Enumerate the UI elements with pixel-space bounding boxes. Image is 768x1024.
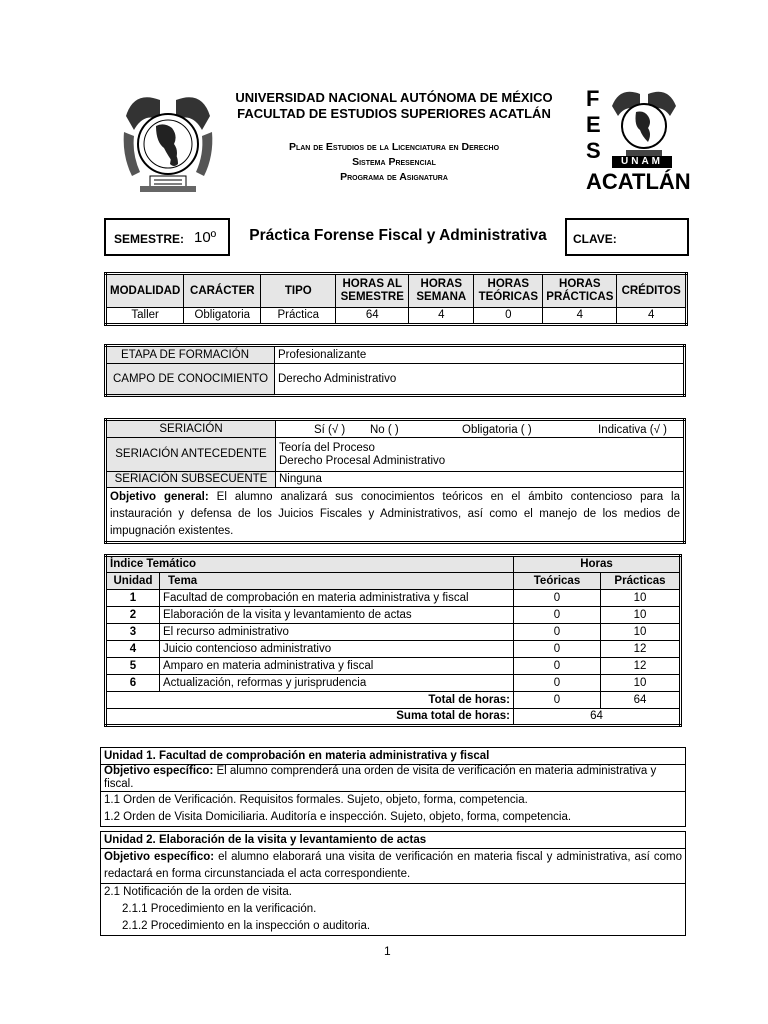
logo-letter-e: E xyxy=(586,112,601,137)
header-horas-teoricas: HORAS TEÓRICAS xyxy=(474,274,543,308)
antecedente-label: SERIACIÓN ANTECEDENTE xyxy=(106,438,276,472)
unidad2-objetivo-text: el alumno elaborará una visita de verificación en materia fiscal y administrativa, así como redactará en forma circunstanciada el acta correspondiente. xyxy=(104,851,683,880)
indice-teoricas: 0 xyxy=(514,590,601,607)
seriacion-obligatoria: Obligatoria ( ) xyxy=(462,424,532,436)
unidad2-title: Unidad 2. Elaboración de la visita y levantamiento de actas xyxy=(101,832,686,849)
objetivo-general-label: Objetivo general: xyxy=(110,491,209,503)
teoricas-header: Teóricas xyxy=(514,573,601,590)
etapa-label: ETAPA DE FORMACIÓN xyxy=(106,346,275,364)
practicas-header: Prácticas xyxy=(601,573,681,590)
indice-unidad: 4 xyxy=(106,641,160,658)
header-creditos: CRÉDITOS xyxy=(617,274,687,308)
indice-row xyxy=(106,675,681,692)
campo-row xyxy=(106,364,685,396)
university-name: UNIVERSIDAD NACIONAL AUTÓNOMA DE MÉXICO xyxy=(235,90,553,105)
header-horas-semana: HORAS SEMANA xyxy=(409,274,474,308)
logo-acatlan-text: ACATLÁN xyxy=(586,169,691,194)
indice-header-row xyxy=(106,573,681,590)
campo-label: CAMPO DE CONOCIMIENTO xyxy=(106,364,275,396)
faculty-name: FACULTAD DE ESTUDIOS SUPERIORES ACATLÁN xyxy=(237,106,551,121)
modalidad-values-row xyxy=(106,308,687,325)
indice-practicas: 12 xyxy=(601,641,681,658)
indice-tema: Facultad de comprobación en materia administrativa y fiscal xyxy=(160,590,514,607)
unidad2-items xyxy=(101,884,686,936)
unam-seal-small-icon xyxy=(606,86,682,162)
unidad2-items-row xyxy=(101,884,686,936)
semestre-box xyxy=(104,218,230,256)
indice-title-row xyxy=(106,556,681,573)
indice-teoricas: 0 xyxy=(514,624,601,641)
unidad1-item: 1.2 Orden de Visita Domiciliaria. Auditoría e inspección. Sujeto, objeto, forma, competencia. xyxy=(104,811,572,823)
indice-unidad: 2 xyxy=(106,607,160,624)
system-title: Sistema Presencial xyxy=(352,156,436,168)
total-teoricas: 0 xyxy=(514,692,601,709)
antecedente-values xyxy=(276,438,685,472)
unidad2-item: 2.1 Notificación de la orden de visita. xyxy=(104,886,292,898)
indice-unidad: 5 xyxy=(106,658,160,675)
seriacion-row xyxy=(106,420,685,438)
indice-practicas: 12 xyxy=(601,658,681,675)
value-horas-teoricas: 0 xyxy=(474,308,543,325)
indice-tema: Actualización, reformas y jurisprudencia xyxy=(160,675,514,692)
unidad2-subitem: 2.1.1 Procedimiento en la verificación. xyxy=(122,903,317,915)
indice-unidad: 1 xyxy=(106,590,160,607)
unidad1-number: Unidad 1 xyxy=(104,749,153,762)
value-caracter: Obligatoria xyxy=(184,308,261,325)
header-tipo: TIPO xyxy=(261,274,336,308)
subsecuente-label: SERIACIÓN SUBSECUENTE xyxy=(106,472,276,488)
logo-unam-band: UNAM xyxy=(612,156,672,168)
unidad1-item: 1.1 Orden de Verificación. Requisitos formales. Sujeto, objeto, forma, competencia. xyxy=(104,794,528,806)
indice-tema: Amparo en materia administrativa y fiscal xyxy=(160,658,514,675)
clave-label: CLAVE: xyxy=(573,232,617,246)
unidad1-items xyxy=(101,792,686,827)
unidad1-title-row xyxy=(101,748,686,765)
value-horas-semestre: 64 xyxy=(336,308,409,325)
semestre-label: SEMESTRE: xyxy=(114,232,185,246)
seriacion-no: No ( ) xyxy=(370,424,399,436)
horas-label: Horas xyxy=(514,556,681,573)
unidad1-objetivo-text: El alumno comprenderá una orden de visita de verificación en materia administrativa y fiscal. xyxy=(104,765,657,790)
seriacion-options xyxy=(276,420,685,438)
value-horas-semana: 4 xyxy=(409,308,474,325)
fes-acatlan-logo xyxy=(584,86,691,196)
modalidad-table xyxy=(104,272,688,326)
header-horas-semestre: HORAS AL SEMESTRE xyxy=(336,274,409,308)
indice-row xyxy=(106,590,681,607)
objetivo-general-row xyxy=(106,488,685,543)
logo-letter-f: F xyxy=(586,86,600,111)
indice-teoricas: 0 xyxy=(514,607,601,624)
indice-teoricas: 0 xyxy=(514,641,601,658)
suma-label: Suma total de horas: xyxy=(106,709,514,726)
total-label: Total de horas: xyxy=(106,692,514,709)
header-caracter: CARÁCTER xyxy=(184,274,261,308)
unidad1-name: . Facultad de comprobación en materia administrativa y fiscal xyxy=(152,749,490,762)
total-practicas: 64 xyxy=(601,692,681,709)
indice-unidad: 3 xyxy=(106,624,160,641)
indice-practicas: 10 xyxy=(601,624,681,641)
suma-row xyxy=(106,709,681,726)
indice-teoricas: 0 xyxy=(514,675,601,692)
unidad1-objetivo-row xyxy=(101,765,686,792)
tema-header: Tema xyxy=(160,573,514,590)
program-title: Programa de Asignatura xyxy=(340,171,448,183)
objetivo-general-text: El alumno analizará sus conocimientos teóricos en el ámbito contencioso para la instauración y defensa de los Juicios Fiscales y Administrativos, así como el manejo de los medios de impugnación existentes. xyxy=(110,491,681,537)
unidad1-table xyxy=(100,747,686,827)
unidad2-table xyxy=(100,831,686,936)
indice-practicas: 10 xyxy=(601,607,681,624)
total-row xyxy=(106,692,681,709)
subsecuente-value: Ninguna xyxy=(276,472,685,488)
etapa-row xyxy=(106,346,685,364)
page-number: 1 xyxy=(384,944,391,958)
value-creditos: 4 xyxy=(617,308,687,325)
seriacion-table xyxy=(104,418,686,544)
value-tipo: Práctica xyxy=(261,308,336,325)
plan-title: Plan de Estudios de la Licenciatura en Derecho xyxy=(288,141,500,153)
antecedente-row xyxy=(106,438,685,472)
indice-title: Índice Temático xyxy=(106,556,514,573)
semestre-value: 10º xyxy=(194,229,217,246)
unidad2-objetivo xyxy=(101,849,686,884)
unidad2-subitem: 2.1.2 Procedimiento en la inspección o auditoria. xyxy=(122,920,371,932)
unidad1-items-row xyxy=(101,792,686,827)
indice-teoricas: 0 xyxy=(514,658,601,675)
header-modalidad: MODALIDAD xyxy=(106,274,184,308)
indice-tema: El recurso administrativo xyxy=(160,624,514,641)
unidad2-objetivo-row xyxy=(101,849,686,884)
unidad1-objetivo xyxy=(101,765,686,792)
indice-rows xyxy=(106,590,681,692)
seriacion-label: SERIACIÓN xyxy=(106,420,276,438)
etapa-value: Profesionalizante xyxy=(275,346,685,364)
seriacion-indicativa: Indicativa (√ ) xyxy=(598,424,667,436)
seriacion-si: Sí (√ ) xyxy=(314,424,346,436)
indice-practicas: 10 xyxy=(601,590,681,607)
value-modalidad: Taller xyxy=(106,308,184,325)
clave-box xyxy=(565,218,689,256)
antecedente-item: Teoría del Proceso xyxy=(279,441,375,454)
campo-value: Derecho Administrativo xyxy=(275,364,685,396)
indice-row xyxy=(106,607,681,624)
unidad-header: Unidad xyxy=(106,573,160,590)
unidad2-title-row xyxy=(101,832,686,849)
header-horas-practicas: HORAS PRÁCTICAS xyxy=(543,274,617,308)
subsecuente-row xyxy=(106,472,685,488)
indice-practicas: 10 xyxy=(601,675,681,692)
indice-row xyxy=(106,624,681,641)
unidad2-objetivo-label: Objetivo específico: xyxy=(104,851,215,863)
etapa-table xyxy=(104,344,686,397)
unam-seal-logo xyxy=(120,86,216,194)
indice-tema: Elaboración de la visita y levantamiento de actas xyxy=(160,607,514,624)
indice-tema: Juicio contencioso administrativo xyxy=(160,641,514,658)
objetivo-general-cell xyxy=(106,488,685,543)
indice-row xyxy=(106,658,681,675)
course-title: Práctica Forense Fiscal y Administrativa xyxy=(249,227,547,244)
indice-row xyxy=(106,641,681,658)
suma-value: 64 xyxy=(514,709,681,726)
indice-unidad: 6 xyxy=(106,675,160,692)
value-horas-practicas: 4 xyxy=(543,308,617,325)
logo-letter-s: S xyxy=(586,138,601,163)
modalidad-header-row xyxy=(106,274,687,308)
unidad1-objetivo-label: Objetivo específico: xyxy=(104,765,214,777)
indice-tematico-table xyxy=(104,554,682,727)
antecedente-item: Derecho Procesal Administrativo xyxy=(279,454,446,467)
unidad1-title xyxy=(101,748,686,765)
